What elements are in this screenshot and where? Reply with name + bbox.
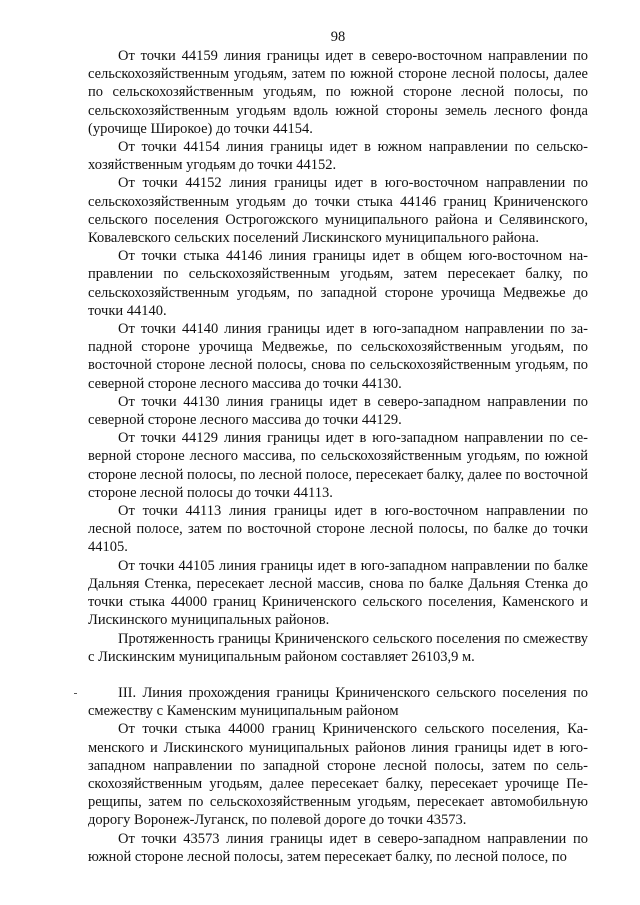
- page-number: 98: [330, 29, 346, 45]
- paragraph: От точки 44113 линия границы идет в юго-восточном направлении по лесной полосе, затем по восточной стороне лесной полосы, по балке до точки 44105.: [88, 503, 588, 556]
- section-3-body: [88, 684, 588, 866]
- paragraph: От точки 44140 линия границы идет в юго-западном направлении по западной стороне урочища Медвежье, по сельскохозяйственным угодьям, по восточной стороне лесной полосы, снова по сельскохозяйственным угодьям, по северной стороне лесного массива до точки 44130.: [88, 321, 588, 392]
- paragraph: От точки 44105 линия границы идет в юго-западном направлении по балке Дальняя Стенка, пересекает лесной массив, снова по балке Дальняя Стенка до точки стыка 44000 границ Криниченского сельского поселения, Каменского и Лискинского муниципальных районов.: [88, 557, 588, 629]
- paragraph: От точки стыка 44000 границ Криниченского сельского поселения, Каменского и Лискинского муниципальных районов линия границы идет в юго-западном направлении по западной стороне лесной полосы, затем по сельскохозяйственным угодьям, далее пересекает балку, пересекает урочище Перещипы, затем по сельскохозяйственным угодьям, пересекает автомобильную дорогу Воронеж-Луганск, по полевой дороге до точки 43573.: [88, 721, 588, 829]
- paragraph: От точки 43573 линия границы идет в северо-западном направлении по южной стороне лесной полосы, затем пересекает балку, по лесной полосе, по: [88, 830, 588, 865]
- paragraph: От точки 44130 линия границы идет в северо-западном направлении по северной стороне лесного массива до точки 44129.: [88, 393, 588, 429]
- paragraph: От точки 44154 линия границы идет в южном направлении по сельскохозяйственным угодьям до точки 44152.: [88, 139, 588, 174]
- paragraph: От точки 44152 линия границы идет в юго-восточном направлении по сельскохозяйственным угодьям до точки стыка 44146 границ Криниченского сельского поселения Острогожского муниципального района и Селявинского, Ковалевского сельских поселений Лискинского муниципального района.: [88, 175, 588, 247]
- paragraph: От точки 44129 линия границы идет в юго-западном направлении по северной стороне лесного массива, по сельскохозяйственным угодьям, по южной стороне лесной полосы, по лесной полосе, пересекает балку, далее по восточной стороне лесной полосы до точки 44113.: [88, 430, 588, 501]
- margin-mark: [74, 693, 77, 694]
- section-heading: III. Линия прохождения границы Криниченского сельского поселения по смежеству с Каменским муниципальным районом: [88, 684, 588, 720]
- length-summary: Протяженность границы Криниченского сельского поселения по смежеству с Лискинским муниципальным районом составляет 26103,9 м.: [88, 630, 588, 665]
- paragraph: От точки стыка 44146 линия границы идет в общем юго-восточном направлении по сельскохозяйственным угодьям, затем пересекает балку, по сельскохозяйственным угодьям, по западной стороне урочища Медвежье до точки 44140.: [88, 248, 588, 319]
- paragraph: От точки 44159 линия границы идет в северо-восточном направлении по сельскохозяйственным угодьям, затем по южной стороне лесной полосы, далее по сельскохозяйственным угодьям, по южной стороне лесной полосы, по сельскохозяйственным угодьям вдоль южной стороны земель лесного фонда (урочище Широкое) до точки 44154.: [88, 48, 588, 137]
- document-page: [88, 28, 588, 888]
- section-spacer: [88, 666, 588, 684]
- section-2-body: [88, 47, 588, 666]
